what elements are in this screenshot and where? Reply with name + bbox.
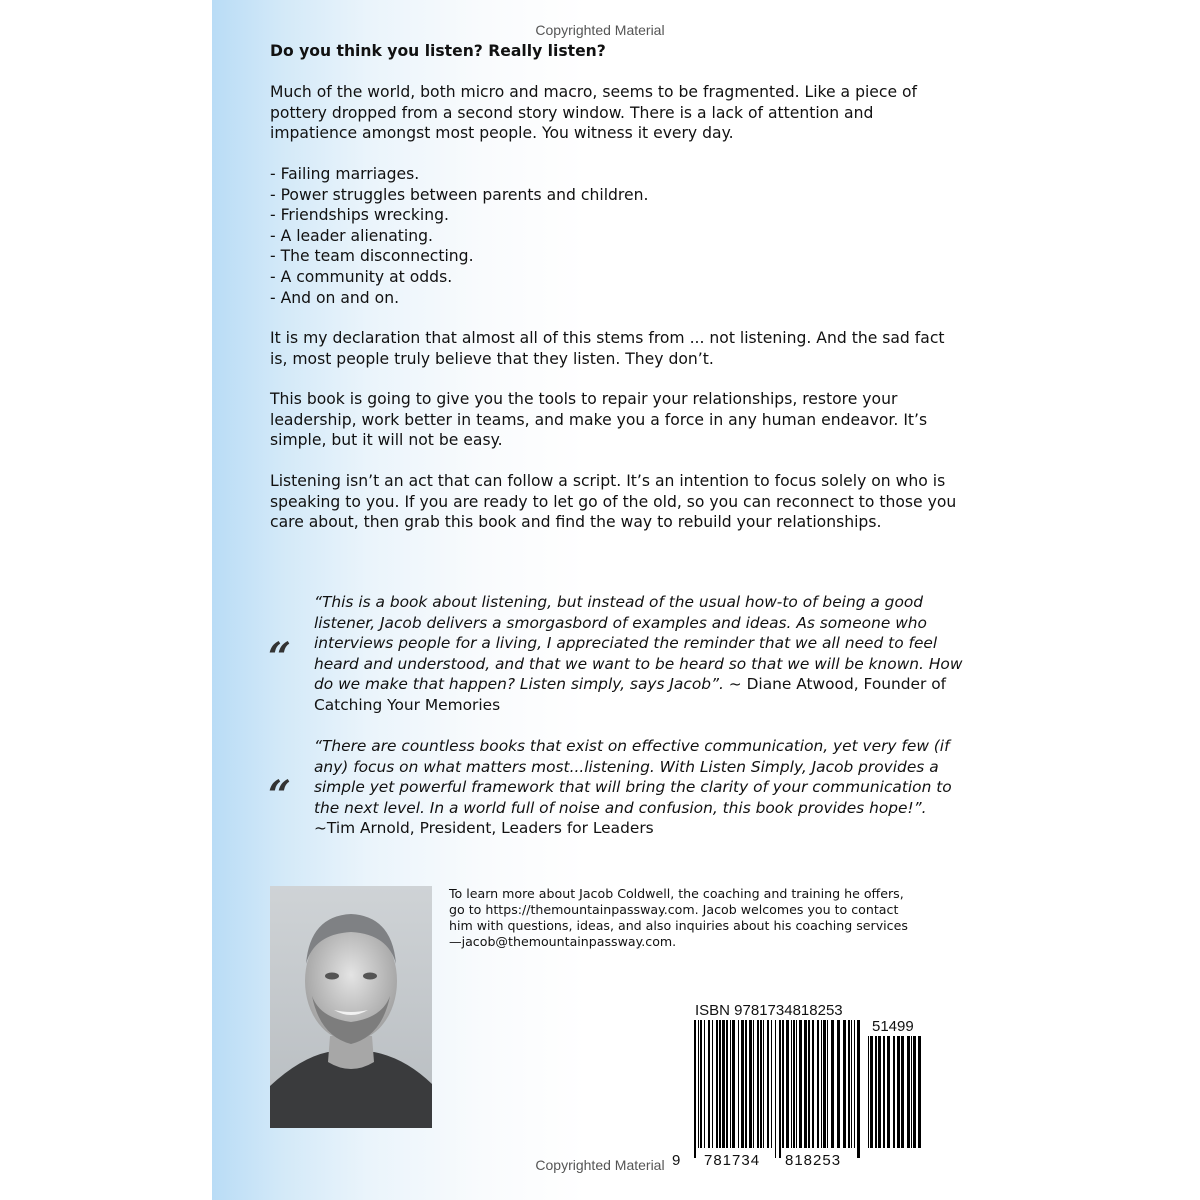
- barcode-bar: [722, 1020, 725, 1148]
- addon-bars: [868, 1036, 924, 1158]
- barcode-bar: [897, 1036, 900, 1148]
- barcode-bar: [907, 1036, 910, 1148]
- barcode-bar: [745, 1020, 747, 1148]
- about-author: To learn more about Jacob Coldwell, the coaching and training he offers, go to https://themountainpassway.com. Jacob welcomes you to contact him with questions, ideas, and also inquiries about his coaching services—jacob@themountainpassway.com.: [449, 886, 908, 949]
- intro-paragraph-1: Much of the world, both micro and macro, seems to be fragmented. Like a piece of pottery dropped from a second story window. There is a lack of attention and impatience amongst most people. You witness it every day.: [270, 83, 918, 143]
- list-item: - Power struggles between parents and children.: [270, 185, 649, 204]
- barcode-bar: [911, 1036, 912, 1148]
- barcode-bar: [753, 1020, 754, 1148]
- barcode-bar: [782, 1020, 784, 1148]
- barcode-digits-left: 781734: [704, 1152, 761, 1169]
- barcode-bar: [883, 1036, 885, 1148]
- barcode-bar: [837, 1020, 840, 1148]
- list-item: - Friendships wrecking.: [270, 206, 449, 225]
- barcode-bar: [854, 1020, 855, 1148]
- barcode-bar: [887, 1036, 890, 1148]
- list-item: - A leader alienating.: [270, 226, 433, 245]
- intro-paragraph-4: Listening isn’t an act that can follow a script. It’s an intention to focus solely on who is speaking to you. If you are ready to let go of the old, so you can reconnect to those you care about, then grab this book and find the way to rebuild your relationships.: [270, 472, 957, 532]
- barcode-bar: [831, 1020, 834, 1148]
- barcode-bar: [851, 1020, 852, 1148]
- barcode-bar: [760, 1020, 762, 1148]
- barcode-bar: [698, 1020, 699, 1148]
- barcode-bar: [775, 1020, 776, 1158]
- barcode-bar: [767, 1020, 769, 1148]
- barcode-bar: [870, 1036, 873, 1148]
- barcode-bar: [817, 1020, 819, 1148]
- barcode-digits-right: 818253: [785, 1152, 842, 1169]
- barcode-bar: [843, 1020, 846, 1148]
- intro-paragraph-3: This book is going to give you the tools to repair your relationships, restore your leadership, work better in teams, and make you a force in any human endeavor. It’s simple, but it will not be easy.: [270, 390, 928, 450]
- barcode-bar: [893, 1036, 895, 1148]
- quote-text: “There are countless books that exist on effective communication, yet very few (if any) focus on what matters most...listening. With Listen Simply, Jacob provides a simple yet powerful framework that will bring the clarity of your communication to the next level. In a world full of noise and confusion, this book provides hope!”.: [314, 737, 952, 817]
- list-item: - The team disconnecting.: [270, 247, 474, 266]
- barcode-bar: [749, 1020, 752, 1148]
- barcode-bar: [913, 1036, 916, 1148]
- barcode-bar: [786, 1020, 789, 1148]
- endorsement-quote-2: [314, 736, 964, 839]
- barcode-bar: [875, 1036, 877, 1148]
- barcode-bar: [878, 1036, 881, 1148]
- quote-mark-icon: “: [268, 772, 292, 819]
- barcode-bar: [857, 1020, 860, 1158]
- barcode-bar: [694, 1020, 696, 1158]
- barcode-bar: [730, 1020, 731, 1148]
- question-text: Do you think you listen? Really listen?: [270, 42, 606, 60]
- price-code: 51499: [872, 1018, 914, 1035]
- watermark-bottom: Copyrighted Material: [535, 1157, 665, 1173]
- barcode-bar: [808, 1020, 810, 1148]
- intro-paragraph-2: It is my declaration that almost all of this stems from ... not listening. And the sad fact is, most people truly believe that they listen. They don’t.: [270, 329, 945, 368]
- barcode-bar: [726, 1020, 728, 1148]
- quote-attribution: ~ Diane Atwood, Founder of Catching Your Memories: [314, 675, 947, 714]
- quote-attribution: ~Tim Arnold, President, Leaders for Leaders: [314, 819, 654, 838]
- barcode-bar: [757, 1020, 759, 1148]
- problem-list: [270, 164, 960, 308]
- watermark-top: Copyrighted Material: [535, 22, 665, 38]
- barcode-bar: [804, 1020, 807, 1148]
- barcode-bar: [796, 1020, 797, 1148]
- barcode-bar: [901, 1036, 904, 1148]
- barcode-bar: [716, 1020, 718, 1148]
- barcode-bar: [812, 1020, 814, 1148]
- barcode-bar: [771, 1020, 772, 1148]
- list-item: - Failing marriages.: [270, 165, 420, 183]
- barcode-bar: [827, 1020, 828, 1148]
- quote-text: “This is a book about listening, but instead of the usual how-to of being a good listener, Jacob delivers a smorgasbord of examples and ideas. As someone who interviews people for a living, I appreciated the reminder that we all need to feel heard and understood, and that we want to be heard so that we will be known. How do we make that happen? Listen simply, says Jacob”.: [314, 593, 963, 694]
- quote-mark-icon: “: [268, 634, 292, 681]
- barcode-bar: [821, 1020, 822, 1148]
- barcode-bar: [779, 1020, 781, 1158]
- author-photo: [270, 886, 432, 1128]
- barcode-bar: [823, 1020, 826, 1148]
- isbn-label: ISBN 9781734818253: [695, 1002, 843, 1019]
- ean-bars: [694, 1020, 860, 1158]
- isbn-barcode: [672, 1000, 930, 1172]
- barcode-bar: [791, 1020, 792, 1148]
- barcode-bar: [799, 1020, 802, 1148]
- barcode-bar: [700, 1020, 702, 1148]
- barcode-bar: [741, 1020, 744, 1148]
- barcode-digit-prefix: 9: [672, 1152, 681, 1169]
- endorsement-quote-1: [314, 592, 964, 716]
- barcode-bar: [868, 1036, 869, 1148]
- barcode-bar: [712, 1020, 713, 1148]
- list-item: - A community at odds.: [270, 267, 453, 286]
- barcode-bar: [918, 1036, 921, 1148]
- intro-question: [270, 41, 960, 62]
- barcode-bar: [708, 1020, 710, 1148]
- barcode-bar: [738, 1020, 739, 1148]
- barcode-bar: [719, 1020, 721, 1148]
- barcode-bar: [793, 1020, 795, 1148]
- list-item: - And on and on.: [270, 288, 400, 307]
- barcode-bar: [763, 1020, 764, 1148]
- barcode-bar: [704, 1020, 705, 1148]
- barcode-bar: [732, 1020, 735, 1148]
- barcode-bar: [848, 1020, 850, 1148]
